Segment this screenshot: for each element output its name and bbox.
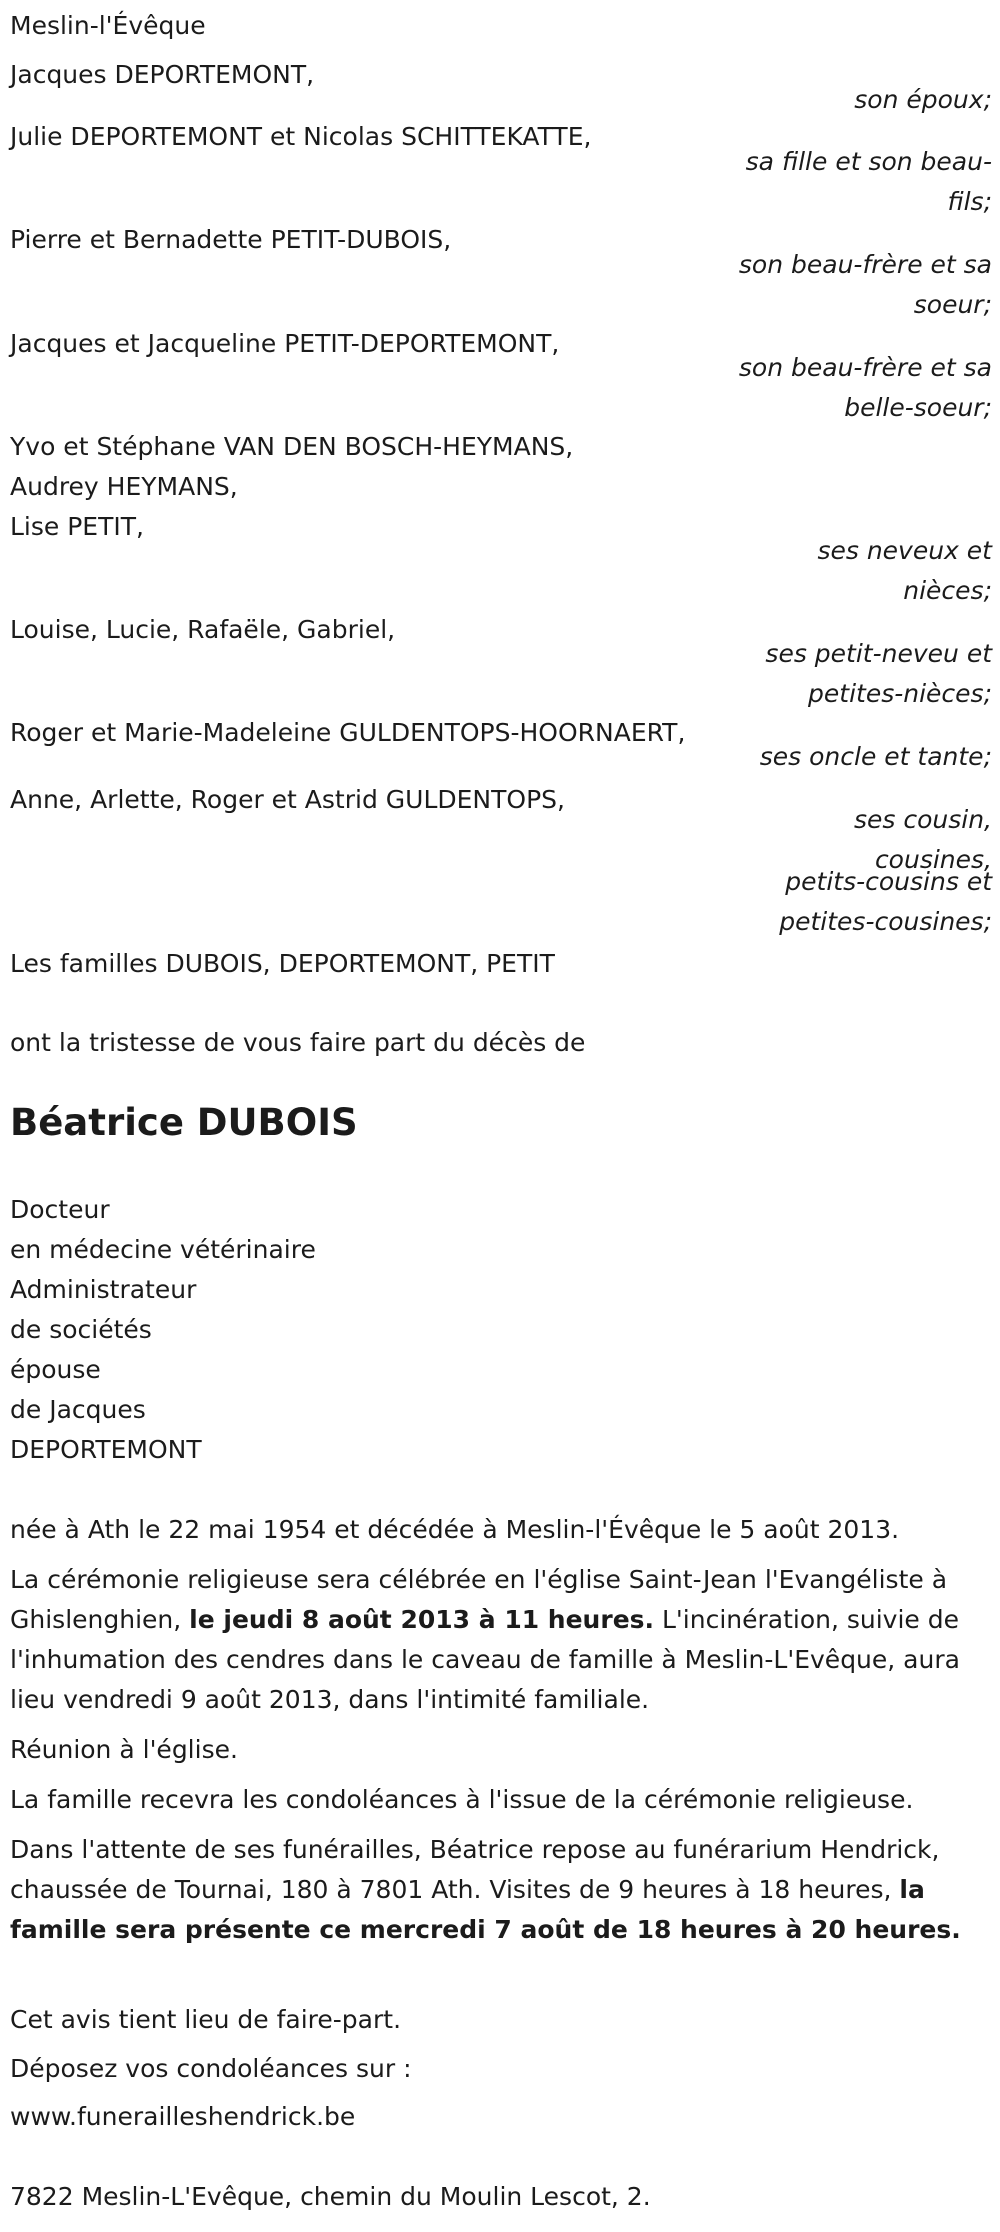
place-header: Meslin-l'Évêque (10, 11, 206, 40)
family-relation-5: ses neveux et nièces; (817, 536, 992, 605)
funerarium-text (10, 1830, 970, 1950)
family-names-2: Julie DEPORTEMONT et Nicolas SCHITTEKATTE, (10, 122, 592, 151)
notice-text: Cet avis tient lieu de faire-part. (10, 2005, 402, 2034)
family-names-6: Louise, Lucie, Rafaële, Gabriel, (10, 615, 396, 644)
family-names-7: Roger et Marie-Madeleine GULDENTOPS-HOORNAERT, (10, 718, 686, 747)
family-names-1: Jacques DEPORTEMONT, (10, 60, 315, 89)
family-names-8: Anne, Arlette, Roger et Astrid GULDENTOPS, (10, 785, 565, 814)
family-names-3: Pierre et Bernadette PETIT-DUBOIS, (10, 225, 452, 254)
family-names-5a: Yvo et Stéphane VAN DEN BOSCH-HEYMANS, (10, 432, 574, 461)
family-relation-1: son époux; (854, 85, 992, 114)
family-names-5c: Lise PETIT, (10, 512, 144, 541)
condolences-text: La famille recevra les condoléances à l'issue de la cérémonie religieuse. (10, 1785, 914, 1814)
deceased-title-5: épouse (10, 1355, 101, 1384)
family-relation-9: petits-cousins et petites-cousines; (779, 867, 992, 936)
family-relation-8: ses cousin, cousines, (853, 805, 992, 874)
family-presence: la famille sera présente ce mercredi 7 août de 18 heures à 20 heures. (10, 1875, 961, 1944)
family-relation-3: son beau-frère et sa soeur; (738, 250, 992, 319)
announcement-text: ont la tristesse de vous faire part du décès de (10, 1028, 586, 1057)
ceremony-date: le jeudi 8 août 2013 à 11 heures. (189, 1605, 655, 1634)
deceased-title-6: de Jacques (10, 1395, 146, 1424)
ceremony-text-end: L'incinération, suivie de l'inhumation des cendres dans le caveau de famille à Meslin-L'Evêque, aura lieu vendredi 9 août 2013, dans l'intimité familiale. (10, 1605, 960, 1714)
ceremony-text-start: La cérémonie religieuse sera célébrée en l'église Saint-Jean l'Evangéliste à Ghislenghien, (10, 1565, 948, 1634)
deceased-title-2: en médecine vétérinaire (10, 1235, 316, 1264)
deceased-title-7: DEPORTEMONT (10, 1435, 202, 1464)
birth-death-text: née à Ath le 22 mai 1954 et décédée à Meslin-l'Évêque le 5 août 2013. (10, 1515, 900, 1544)
families-line: Les familles DUBOIS, DEPORTEMONT, PETIT (10, 949, 555, 978)
family-names-4: Jacques et Jacqueline PETIT-DEPORTEMONT, (10, 329, 560, 358)
deceased-title-4: de sociétés (10, 1315, 152, 1344)
deceased-title-1: Docteur (10, 1195, 110, 1224)
family-relation-2: sa fille et son beau-fils; (745, 147, 992, 216)
deceased-name: Béatrice DUBOIS (10, 1101, 358, 1144)
funerarium-text-start: Dans l'attente de ses funérailles, Béatrice repose au funérarium Hendrick, chaussée de Tournai, 180 à 7801 Ath. Visites de 9 heures à 18 heures, (10, 1835, 940, 1904)
family-relation-7: ses oncle et tante; (759, 742, 992, 771)
reunion-text: Réunion à l'église. (10, 1735, 238, 1764)
family-relation-6: ses petit-neveu et petites-nièces; (765, 639, 992, 708)
deceased-title-3: Administrateur (10, 1275, 197, 1304)
ceremony-text (10, 1560, 970, 1720)
address-text: 7822 Meslin-L'Evêque, chemin du Moulin Lescot, 2. (10, 2182, 651, 2211)
family-names-5b: Audrey HEYMANS, (10, 472, 238, 501)
website-link[interactable]: www.funerailleshendrick.be (10, 2102, 356, 2131)
family-relation-4: son beau-frère et sa belle-soeur; (738, 353, 992, 422)
deposit-text: Déposez vos condoléances sur : (10, 2054, 412, 2083)
